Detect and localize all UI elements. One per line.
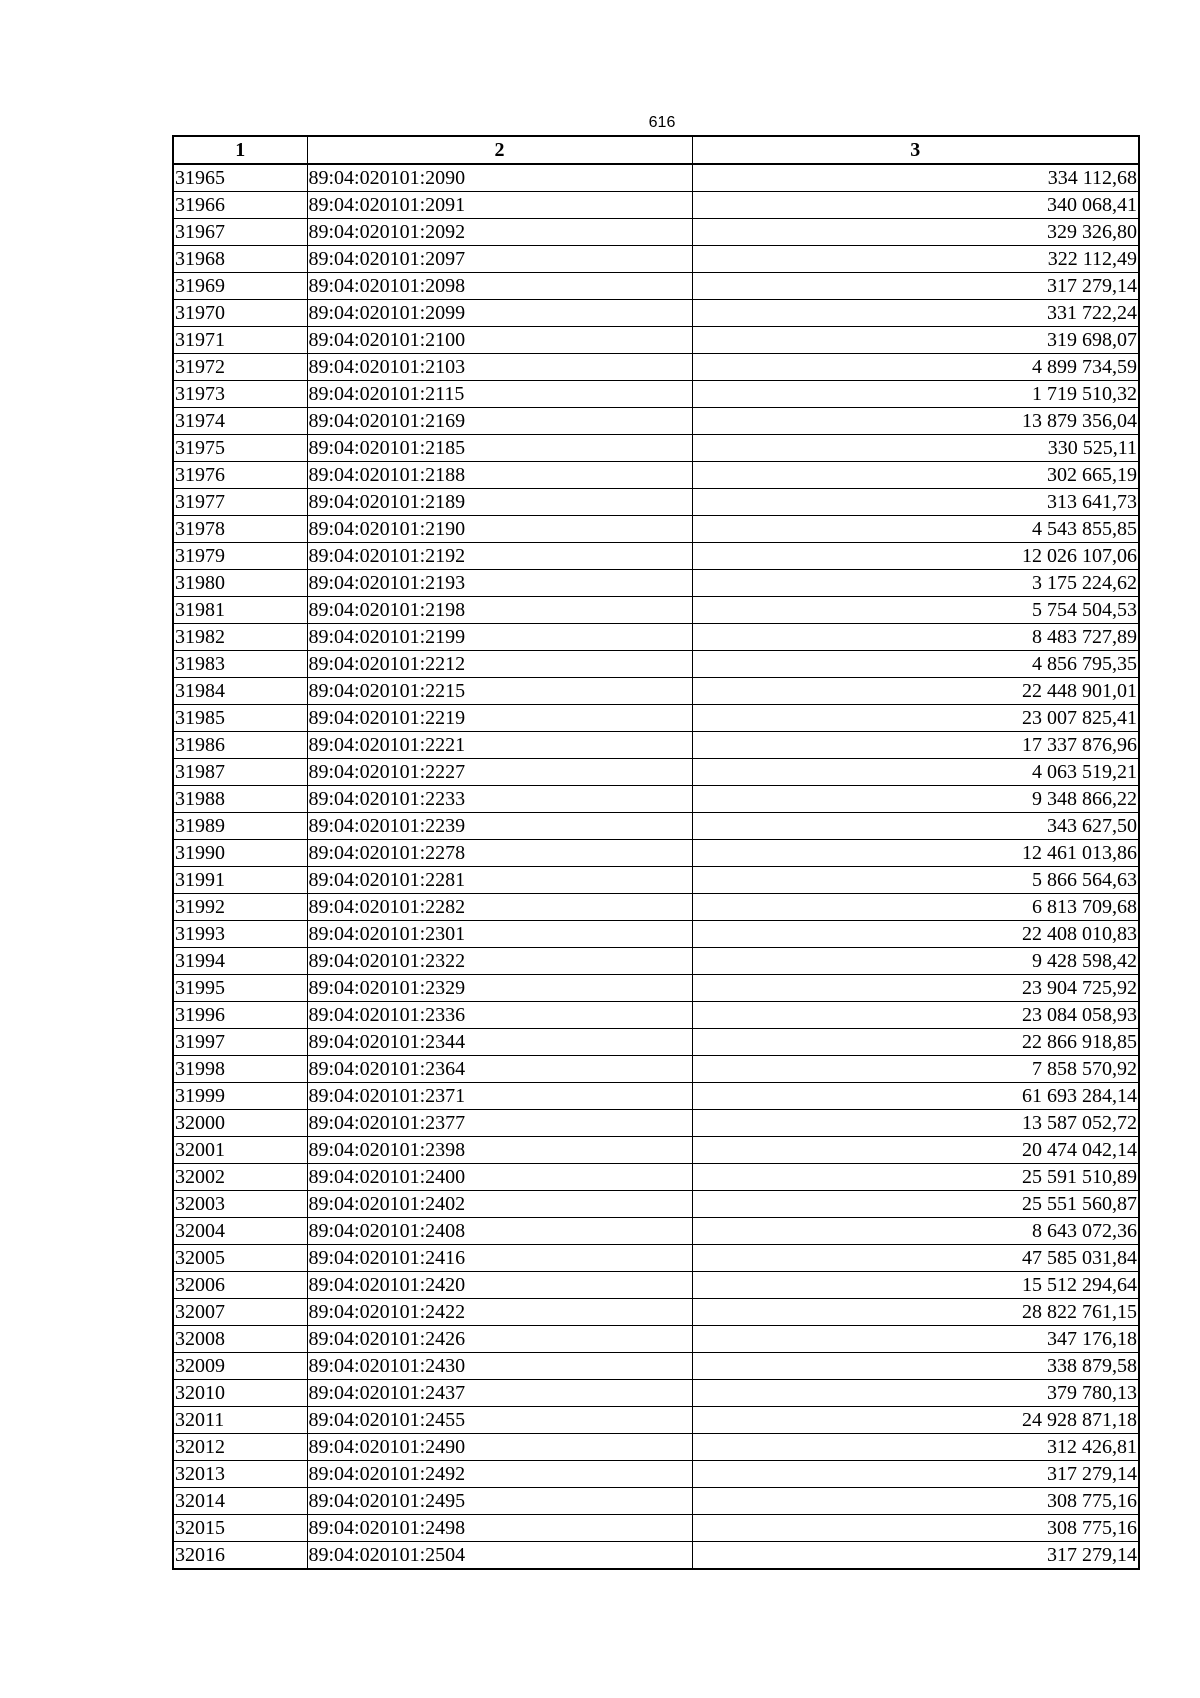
table-row — [173, 948, 1139, 975]
row-number-cell: 31978 — [173, 516, 307, 543]
cadastral-value-cell: 4 856 795,35 — [692, 651, 1139, 678]
table-row — [173, 543, 1139, 570]
table-row — [173, 732, 1139, 759]
table-row — [173, 597, 1139, 624]
table-row — [173, 1407, 1139, 1434]
cadastral-number-cell: 89:04:020101:2398 — [307, 1137, 692, 1164]
table-row — [173, 1353, 1139, 1380]
row-number-cell: 31990 — [173, 840, 307, 867]
cadastral-number-cell: 89:04:020101:2371 — [307, 1083, 692, 1110]
cadastral-value-cell: 22 866 918,85 — [692, 1029, 1139, 1056]
cadastral-number-cell: 89:04:020101:2190 — [307, 516, 692, 543]
cadastral-value-cell: 13 587 052,72 — [692, 1110, 1139, 1137]
table-row — [173, 1164, 1139, 1191]
cadastral-value-cell: 317 279,14 — [692, 273, 1139, 300]
cadastral-value-cell: 8 643 072,36 — [692, 1218, 1139, 1245]
table-row — [173, 1245, 1139, 1272]
row-number-cell: 31970 — [173, 300, 307, 327]
cadastral-value-cell: 4 543 855,85 — [692, 516, 1139, 543]
row-number-cell: 32001 — [173, 1137, 307, 1164]
cadastral-number-cell: 89:04:020101:2169 — [307, 408, 692, 435]
cadastral-value-table — [172, 135, 1140, 1570]
cadastral-value-cell: 5 754 504,53 — [692, 597, 1139, 624]
row-number-cell: 31991 — [173, 867, 307, 894]
column-header-1: 1 — [173, 136, 307, 164]
row-number-cell: 31973 — [173, 381, 307, 408]
table-row — [173, 1137, 1139, 1164]
column-header-3: 3 — [692, 136, 1139, 164]
cadastral-value-cell: 7 858 570,92 — [692, 1056, 1139, 1083]
cadastral-value-cell: 302 665,19 — [692, 462, 1139, 489]
cadastral-value-cell: 331 722,24 — [692, 300, 1139, 327]
cadastral-value-cell: 330 525,11 — [692, 435, 1139, 462]
cadastral-number-cell: 89:04:020101:2219 — [307, 705, 692, 732]
cadastral-value-cell: 23 904 725,92 — [692, 975, 1139, 1002]
cadastral-number-cell: 89:04:020101:2091 — [307, 192, 692, 219]
cadastral-value-cell: 22 408 010,83 — [692, 921, 1139, 948]
table-row — [173, 192, 1139, 219]
row-number-cell: 32003 — [173, 1191, 307, 1218]
row-number-cell: 31969 — [173, 273, 307, 300]
table-row — [173, 894, 1139, 921]
cadastral-number-cell: 89:04:020101:2192 — [307, 543, 692, 570]
table-header-row — [173, 136, 1139, 164]
row-number-cell: 32002 — [173, 1164, 307, 1191]
cadastral-number-cell: 89:04:020101:2282 — [307, 894, 692, 921]
row-number-cell: 31985 — [173, 705, 307, 732]
cadastral-value-cell: 20 474 042,14 — [692, 1137, 1139, 1164]
row-number-cell: 32016 — [173, 1542, 307, 1570]
cadastral-value-cell: 22 448 901,01 — [692, 678, 1139, 705]
cadastral-number-cell: 89:04:020101:2377 — [307, 1110, 692, 1137]
table-row — [173, 678, 1139, 705]
cadastral-value-cell: 4 899 734,59 — [692, 354, 1139, 381]
row-number-cell: 32010 — [173, 1380, 307, 1407]
table-row — [173, 489, 1139, 516]
cadastral-number-cell: 89:04:020101:2430 — [307, 1353, 692, 1380]
table-row — [173, 1002, 1139, 1029]
cadastral-number-cell: 89:04:020101:2498 — [307, 1515, 692, 1542]
cadastral-number-cell: 89:04:020101:2278 — [307, 840, 692, 867]
cadastral-number-cell: 89:04:020101:2233 — [307, 786, 692, 813]
cadastral-value-cell: 5 866 564,63 — [692, 867, 1139, 894]
cadastral-value-cell: 12 026 107,06 — [692, 543, 1139, 570]
cadastral-number-cell: 89:04:020101:2426 — [307, 1326, 692, 1353]
cadastral-value-cell: 347 176,18 — [692, 1326, 1139, 1353]
cadastral-number-cell: 89:04:020101:2402 — [307, 1191, 692, 1218]
table-row — [173, 786, 1139, 813]
table-row — [173, 759, 1139, 786]
cadastral-value-cell: 338 879,58 — [692, 1353, 1139, 1380]
cadastral-number-cell: 89:04:020101:2115 — [307, 381, 692, 408]
table-row — [173, 651, 1139, 678]
cadastral-number-cell: 89:04:020101:2455 — [307, 1407, 692, 1434]
table-row — [173, 921, 1139, 948]
row-number-cell: 32008 — [173, 1326, 307, 1353]
row-number-cell: 31983 — [173, 651, 307, 678]
cadastral-value-cell: 379 780,13 — [692, 1380, 1139, 1407]
table-row — [173, 1434, 1139, 1461]
cadastral-value-cell: 23 007 825,41 — [692, 705, 1139, 732]
row-number-cell: 31974 — [173, 408, 307, 435]
cadastral-number-cell: 89:04:020101:2221 — [307, 732, 692, 759]
cadastral-number-cell: 89:04:020101:2193 — [307, 570, 692, 597]
cadastral-number-cell: 89:04:020101:2097 — [307, 246, 692, 273]
row-number-cell: 31996 — [173, 1002, 307, 1029]
cadastral-value-cell: 313 641,73 — [692, 489, 1139, 516]
cadastral-number-cell: 89:04:020101:2344 — [307, 1029, 692, 1056]
table-row — [173, 705, 1139, 732]
row-number-cell: 31994 — [173, 948, 307, 975]
row-number-cell: 32007 — [173, 1299, 307, 1326]
table-row — [173, 1272, 1139, 1299]
cadastral-value-cell: 15 512 294,64 — [692, 1272, 1139, 1299]
cadastral-value-cell: 47 585 031,84 — [692, 1245, 1139, 1272]
table-row — [173, 1515, 1139, 1542]
cadastral-value-cell: 6 813 709,68 — [692, 894, 1139, 921]
cadastral-value-cell: 25 591 510,89 — [692, 1164, 1139, 1191]
table-row — [173, 462, 1139, 489]
cadastral-value-cell: 9 428 598,42 — [692, 948, 1139, 975]
cadastral-number-cell: 89:04:020101:2188 — [307, 462, 692, 489]
row-number-cell: 32015 — [173, 1515, 307, 1542]
cadastral-value-cell: 3 175 224,62 — [692, 570, 1139, 597]
table-row — [173, 1542, 1139, 1570]
table-row — [173, 813, 1139, 840]
cadastral-value-cell: 9 348 866,22 — [692, 786, 1139, 813]
row-number-cell: 32011 — [173, 1407, 307, 1434]
row-number-cell: 32013 — [173, 1461, 307, 1488]
cadastral-value-cell: 308 775,16 — [692, 1488, 1139, 1515]
cadastral-number-cell: 89:04:020101:2198 — [307, 597, 692, 624]
table-row — [173, 300, 1139, 327]
table-row — [173, 1299, 1139, 1326]
table-row — [173, 1326, 1139, 1353]
cadastral-value-cell: 28 822 761,15 — [692, 1299, 1139, 1326]
table-row — [173, 1380, 1139, 1407]
cadastral-number-cell: 89:04:020101:2185 — [307, 435, 692, 462]
cadastral-value-cell: 334 112,68 — [692, 164, 1139, 192]
row-number-cell: 31968 — [173, 246, 307, 273]
cadastral-number-cell: 89:04:020101:2408 — [307, 1218, 692, 1245]
table-body — [173, 164, 1139, 1569]
cadastral-number-cell: 89:04:020101:2199 — [307, 624, 692, 651]
cadastral-number-cell: 89:04:020101:2281 — [307, 867, 692, 894]
table-row — [173, 1110, 1139, 1137]
cadastral-value-cell: 329 326,80 — [692, 219, 1139, 246]
row-number-cell: 31986 — [173, 732, 307, 759]
row-number-cell: 32009 — [173, 1353, 307, 1380]
cadastral-number-cell: 89:04:020101:2098 — [307, 273, 692, 300]
table-row — [173, 1461, 1139, 1488]
cadastral-number-cell: 89:04:020101:2090 — [307, 164, 692, 192]
table-row — [173, 327, 1139, 354]
cadastral-number-cell: 89:04:020101:2227 — [307, 759, 692, 786]
cadastral-number-cell: 89:04:020101:2437 — [307, 1380, 692, 1407]
row-number-cell: 31975 — [173, 435, 307, 462]
cadastral-number-cell: 89:04:020101:2329 — [307, 975, 692, 1002]
table-row — [173, 273, 1139, 300]
cadastral-number-cell: 89:04:020101:2322 — [307, 948, 692, 975]
cadastral-value-cell: 17 337 876,96 — [692, 732, 1139, 759]
table-row — [173, 408, 1139, 435]
cadastral-value-cell: 317 279,14 — [692, 1461, 1139, 1488]
row-number-cell: 32006 — [173, 1272, 307, 1299]
row-number-cell: 32014 — [173, 1488, 307, 1515]
cadastral-number-cell: 89:04:020101:2103 — [307, 354, 692, 381]
table-row — [173, 840, 1139, 867]
table-row — [173, 1056, 1139, 1083]
row-number-cell: 32004 — [173, 1218, 307, 1245]
row-number-cell: 31966 — [173, 192, 307, 219]
cadastral-number-cell: 89:04:020101:2336 — [307, 1002, 692, 1029]
cadastral-value-cell: 1 719 510,32 — [692, 381, 1139, 408]
table-row — [173, 1029, 1139, 1056]
table-row — [173, 1488, 1139, 1515]
cadastral-value-cell: 24 928 871,18 — [692, 1407, 1139, 1434]
row-number-cell: 31982 — [173, 624, 307, 651]
table-row — [173, 1191, 1139, 1218]
cadastral-number-cell: 89:04:020101:2212 — [307, 651, 692, 678]
page-number: 616 — [648, 114, 676, 131]
row-number-cell: 31988 — [173, 786, 307, 813]
row-number-cell: 31992 — [173, 894, 307, 921]
cadastral-number-cell: 89:04:020101:2420 — [307, 1272, 692, 1299]
row-number-cell: 32012 — [173, 1434, 307, 1461]
row-number-cell: 32005 — [173, 1245, 307, 1272]
cadastral-value-cell: 61 693 284,14 — [692, 1083, 1139, 1110]
row-number-cell: 31976 — [173, 462, 307, 489]
cadastral-number-cell: 89:04:020101:2189 — [307, 489, 692, 516]
cadastral-number-cell: 89:04:020101:2364 — [307, 1056, 692, 1083]
table-row — [173, 435, 1139, 462]
cadastral-value-cell: 343 627,50 — [692, 813, 1139, 840]
row-number-cell: 32000 — [173, 1110, 307, 1137]
table-row — [173, 867, 1139, 894]
cadastral-number-cell: 89:04:020101:2504 — [307, 1542, 692, 1570]
table-row — [173, 381, 1139, 408]
cadastral-value-cell: 340 068,41 — [692, 192, 1139, 219]
cadastral-number-cell: 89:04:020101:2239 — [307, 813, 692, 840]
row-number-cell: 31971 — [173, 327, 307, 354]
cadastral-value-cell: 23 084 058,93 — [692, 1002, 1139, 1029]
column-header-2: 2 — [307, 136, 692, 164]
cadastral-number-cell: 89:04:020101:2100 — [307, 327, 692, 354]
cadastral-value-cell: 319 698,07 — [692, 327, 1139, 354]
row-number-cell: 31993 — [173, 921, 307, 948]
table-row — [173, 1218, 1139, 1245]
row-number-cell: 31977 — [173, 489, 307, 516]
table-row — [173, 975, 1139, 1002]
table-row — [173, 219, 1139, 246]
cadastral-number-cell: 89:04:020101:2092 — [307, 219, 692, 246]
cadastral-value-cell: 25 551 560,87 — [692, 1191, 1139, 1218]
cadastral-number-cell: 89:04:020101:2490 — [307, 1434, 692, 1461]
cadastral-value-cell: 13 879 356,04 — [692, 408, 1139, 435]
row-number-cell: 31998 — [173, 1056, 307, 1083]
cadastral-value-cell: 322 112,49 — [692, 246, 1139, 273]
row-number-cell: 31981 — [173, 597, 307, 624]
table-row — [173, 354, 1139, 381]
table-row — [173, 570, 1139, 597]
cadastral-value-cell: 312 426,81 — [692, 1434, 1139, 1461]
cadastral-number-cell: 89:04:020101:2416 — [307, 1245, 692, 1272]
row-number-cell: 31989 — [173, 813, 307, 840]
row-number-cell: 31987 — [173, 759, 307, 786]
cadastral-number-cell: 89:04:020101:2495 — [307, 1488, 692, 1515]
cadastral-value-cell: 4 063 519,21 — [692, 759, 1139, 786]
row-number-cell: 31984 — [173, 678, 307, 705]
cadastral-number-cell: 89:04:020101:2099 — [307, 300, 692, 327]
cadastral-number-cell: 89:04:020101:2492 — [307, 1461, 692, 1488]
row-number-cell: 31999 — [173, 1083, 307, 1110]
table-row — [173, 516, 1139, 543]
row-number-cell: 31997 — [173, 1029, 307, 1056]
row-number-cell: 31979 — [173, 543, 307, 570]
table-row — [173, 624, 1139, 651]
table-row — [173, 1083, 1139, 1110]
table-row — [173, 246, 1139, 273]
cadastral-number-cell: 89:04:020101:2301 — [307, 921, 692, 948]
row-number-cell: 31995 — [173, 975, 307, 1002]
cadastral-value-cell: 308 775,16 — [692, 1515, 1139, 1542]
cadastral-value-cell: 317 279,14 — [692, 1542, 1139, 1570]
row-number-cell: 31972 — [173, 354, 307, 381]
cadastral-value-cell: 12 461 013,86 — [692, 840, 1139, 867]
table-row — [173, 164, 1139, 192]
row-number-cell: 31965 — [173, 164, 307, 192]
cadastral-number-cell: 89:04:020101:2400 — [307, 1164, 692, 1191]
cadastral-number-cell: 89:04:020101:2215 — [307, 678, 692, 705]
row-number-cell: 31980 — [173, 570, 307, 597]
row-number-cell: 31967 — [173, 219, 307, 246]
cadastral-number-cell: 89:04:020101:2422 — [307, 1299, 692, 1326]
cadastral-value-cell: 8 483 727,89 — [692, 624, 1139, 651]
